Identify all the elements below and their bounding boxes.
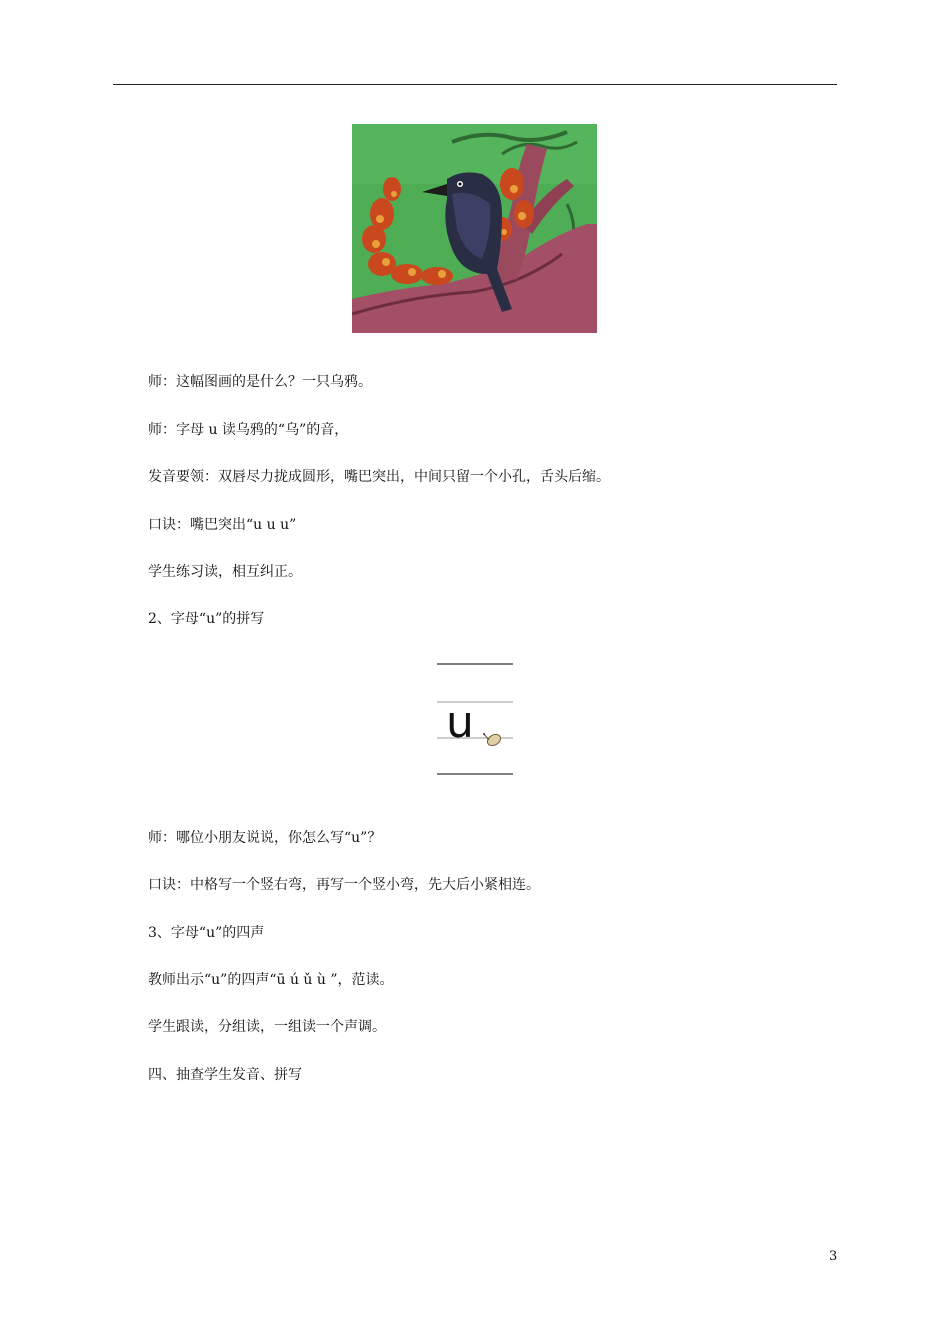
letter-u-glyph: u: [446, 697, 474, 748]
paragraph-12: 四、抽查学生发音、拼写: [148, 1067, 302, 1083]
paragraph-6: 2、字母“u”的拼写: [148, 611, 265, 627]
letter-u-writing-grid: [437, 660, 513, 778]
paragraph-10: 教师出示“u”的四声“ū ú ǔ ù ”，范读。: [148, 972, 394, 988]
page-number: 3: [829, 1249, 838, 1264]
header-rule: [113, 84, 837, 85]
paragraph-11: 学生跟读，分组读，一组读一个声调。: [148, 1019, 386, 1035]
paragraph-4: 口诀：嘴巴突出“u u u”: [148, 517, 297, 533]
crow-on-branch-picture: [352, 124, 597, 333]
paragraph-5: 学生练习读，相互纠正。: [148, 564, 302, 580]
paragraph-7: 师：哪位小朋友说说，你怎么写“u”？: [148, 830, 382, 846]
crow-illustration: [352, 124, 597, 333]
pencil-icon: [483, 732, 503, 748]
paragraph-2: 师：字母 u 读乌鸦的“乌”的音，: [148, 422, 349, 438]
paragraph-9: 3、字母“u”的四声: [148, 925, 265, 941]
paragraph-8: 口诀：中格写一个竖右弯，再写一个竖小弯，先大后小紧相连。: [148, 877, 540, 893]
paragraph-1: 师：这幅图画的是什么？一只乌鸦。: [148, 374, 372, 390]
paragraph-3: 发音要领：双唇尽力拢成圆形，嘴巴突出，中间只留一个小孔，舌头后缩。: [148, 469, 610, 485]
